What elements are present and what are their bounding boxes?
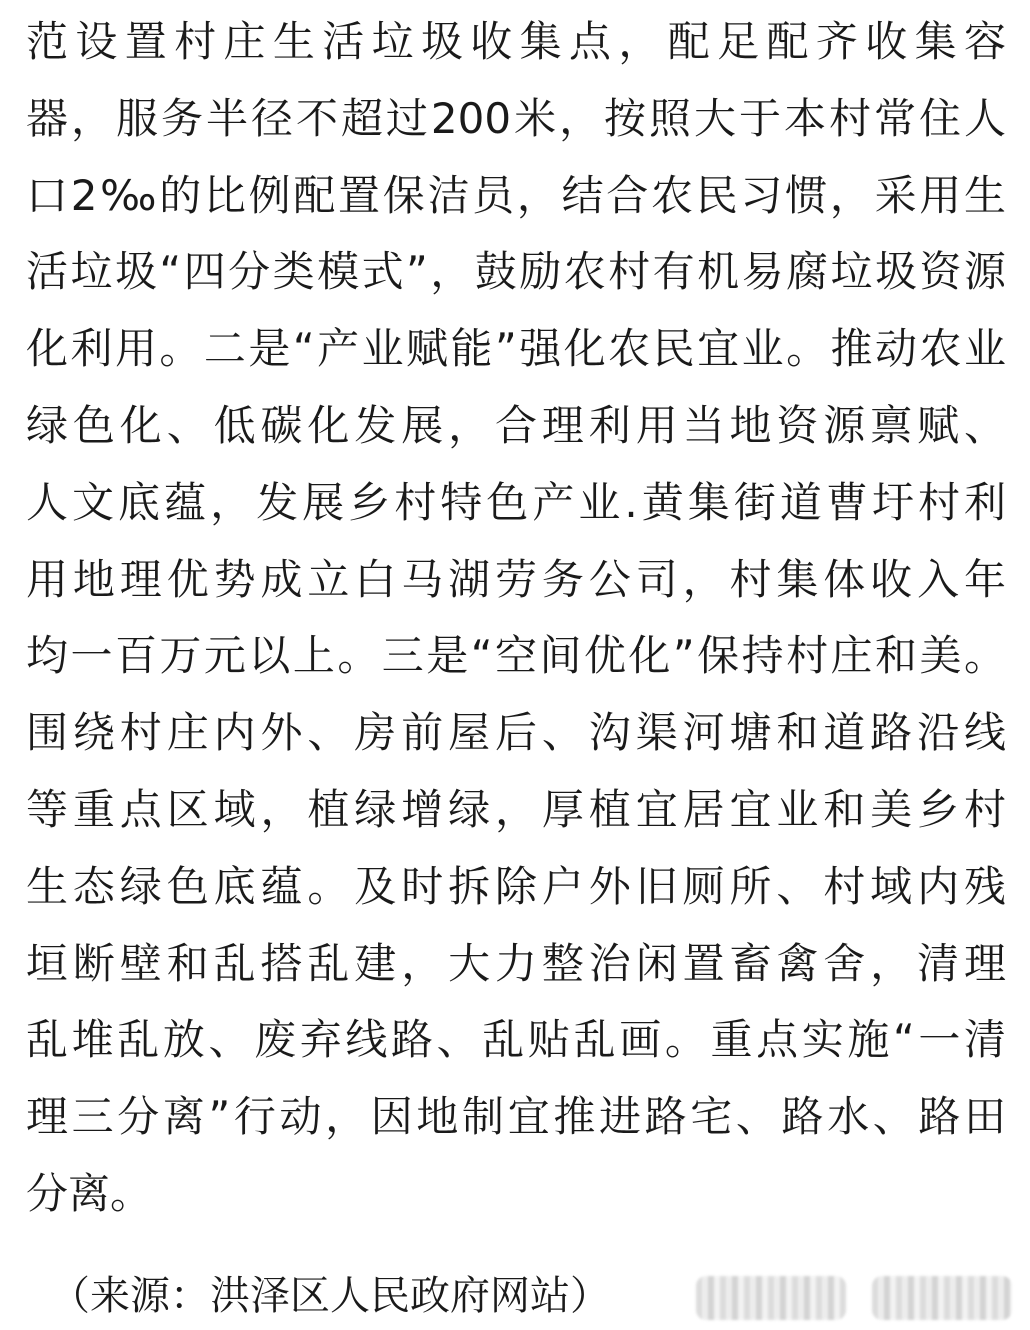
source-row [26, 1262, 1016, 1326]
article-line-16: 分离。 [26, 1168, 153, 1218]
article-body [26, 4, 1006, 1233]
watermark-blur-left [696, 1276, 846, 1320]
article-line-6: 绿色化、低碳化发展，合理利用当地资源禀赋、 [26, 400, 1006, 450]
article-line-5: 化利用。二是“产业赋能”强化农民宜业。推动农业 [26, 324, 1006, 374]
source-attribution: （来源：洪泽区人民政府网站） [50, 1273, 610, 1319]
article-line-7: 人文底蕴，发展乡村特色产业.黄集街道曹圩村利 [26, 477, 1006, 527]
article-line-1: 范设置村庄生活垃圾收集点，配足配齐收集容 [26, 17, 1006, 66]
article-line-9: 均一百万元以上。三是“空间优化”保持村庄和美。 [26, 631, 1006, 681]
article-line-2: 器，服务半径不超过200米，按照大于本村常住人 [26, 93, 1006, 143]
article-line-4: 活垃圾“四分类模式”，鼓励农村有机易腐垃圾资源 [26, 247, 1006, 297]
watermark-blur-right [872, 1276, 1012, 1320]
article-line-8: 用地理优势成立白马湖劳务公司，村集体收入年 [26, 554, 1006, 604]
article-line-3: 口2‰的比例配置保洁员，结合农民习惯，采用生 [26, 170, 1006, 220]
article-line-14: 乱堆乱放、废弃线路、乱贴乱画。重点实施“一清 [26, 1015, 1006, 1065]
article-line-15: 理三分离”行动，因地制宜推进路宅、路水、路田 [26, 1092, 1006, 1142]
article-line-13: 垣断壁和乱搭乱建，大力整治闲置畜禽舍，清理 [26, 938, 1006, 988]
article-line-12: 生态绿色底蕴。及时拆除户外旧厕所、村域内残 [26, 861, 1006, 911]
article-line-10: 围绕村庄内外、房前屋后、沟渠河塘和道路沿线 [26, 708, 1006, 758]
article-line-11: 等重点区域，植绿增绿，厚植宜居宜业和美乡村 [26, 784, 1006, 834]
